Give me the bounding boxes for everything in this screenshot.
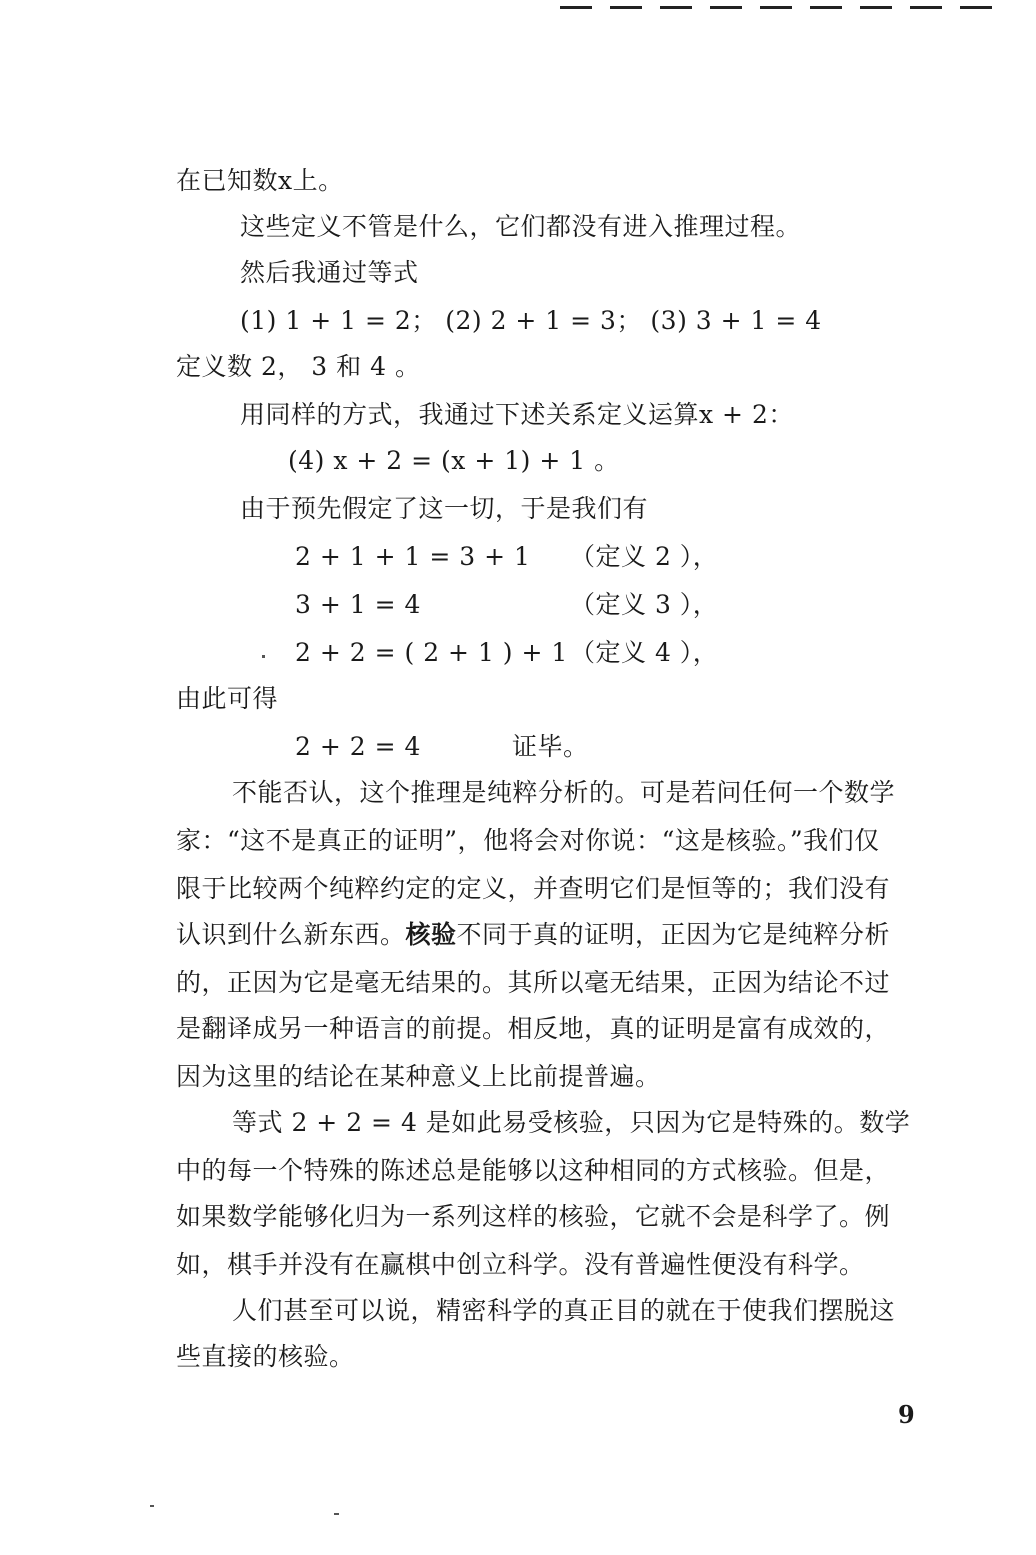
equation-line: (1) 1 + 1 = 2； (2) 2 + 1 = 3； (3) 3 + 1 = 4: [240, 306, 822, 335]
paragraph-line: 中的每一个特殊的陈述总是能够以这种相同的方式核验。但是，: [176, 1156, 891, 1185]
dash: [710, 6, 742, 9]
paragraph-line: 不能否认，这个推理是纯粹分析的。可是若问任何一个数学: [232, 778, 896, 807]
text-span: 认识到什么新东西。: [176, 920, 406, 949]
equation-annotation: （定义 2 ），: [570, 542, 719, 571]
text-line: 在已知数x上。: [176, 166, 344, 195]
text-line: 这些定义不管是什么，它们都没有进入推理过程。: [240, 212, 802, 241]
paragraph-line: 是翻译成另一种语言的前提。相反地，真的证明是富有成效的，: [176, 1014, 891, 1043]
equation-line: (4) x + 2 = (x + 1) + 1 。: [288, 446, 620, 475]
scan-speck: [150, 1505, 154, 1507]
paragraph-line: 的，正因为它是毫无结果的。其所以毫无结果，正因为结论不过: [176, 968, 891, 997]
paragraph-line: 如果数学能够化归为一系列这样的核验，它就不会是科学了。例: [176, 1202, 891, 1231]
text-line: 定义数 2， 3 和 4 。: [176, 352, 421, 381]
dash: [810, 6, 842, 9]
equation-left: 3 + 1 = 4: [295, 590, 421, 619]
paragraph-line: [176, 920, 890, 950]
text-line: 由于预先假定了这一切，于是我们有: [240, 494, 649, 523]
text-line: 用同样的方式，我通过下述关系定义运算x + 2：: [240, 400, 794, 429]
equation-annotation: （定义 4 ），: [570, 638, 719, 667]
bold-term: 核验: [405, 920, 457, 949]
equation-annotation: （定义 3 ），: [570, 590, 719, 619]
text-line: 然后我通过等式: [240, 258, 419, 287]
dash: [660, 6, 692, 9]
paragraph-line: 些直接的核验。: [176, 1342, 355, 1371]
dash: [860, 6, 892, 9]
text-span: 不同于真的证明，正因为它是纯粹分析: [456, 920, 891, 949]
scan-speck: [262, 655, 265, 658]
equation-left: 2 + 2 = 4: [295, 732, 421, 761]
text-line: 由此可得: [176, 684, 279, 713]
equation-left: 2 + 2 = ( 2 + 1 ) + 1: [295, 638, 568, 667]
dash: [960, 6, 992, 9]
header-dashed-rule: [560, 6, 1036, 10]
equation-annotation: 证毕。: [512, 732, 589, 761]
paragraph-line: 如，棋手并没有在赢棋中创立科学。没有普遍性便没有科学。: [176, 1250, 865, 1279]
paragraph-line: 因为这里的结论在某种意义上比前提普遍。: [176, 1062, 661, 1091]
dash: [910, 6, 942, 9]
equation-left: 2 + 1 + 1 = 3 + 1: [295, 542, 531, 571]
scan-speck: [334, 1513, 339, 1515]
paragraph-line: 等式 2 + 2 = 4 是如此易受核验，只因为它是特殊的。数学: [232, 1108, 911, 1137]
page-number: 9: [898, 1400, 915, 1429]
paragraph-line: 人们甚至可以说，精密科学的真正目的就在于使我们摆脱这: [232, 1296, 896, 1325]
paragraph-line: 限于比较两个纯粹约定的定义，并查明它们是恒等的；我们没有: [176, 874, 891, 903]
dash: [760, 6, 792, 9]
dash: [560, 6, 592, 9]
paragraph-line: 家：“这不是真正的证明”，他将会对你说：“这是核验。”我们仅: [176, 826, 880, 855]
dash: [610, 6, 642, 9]
